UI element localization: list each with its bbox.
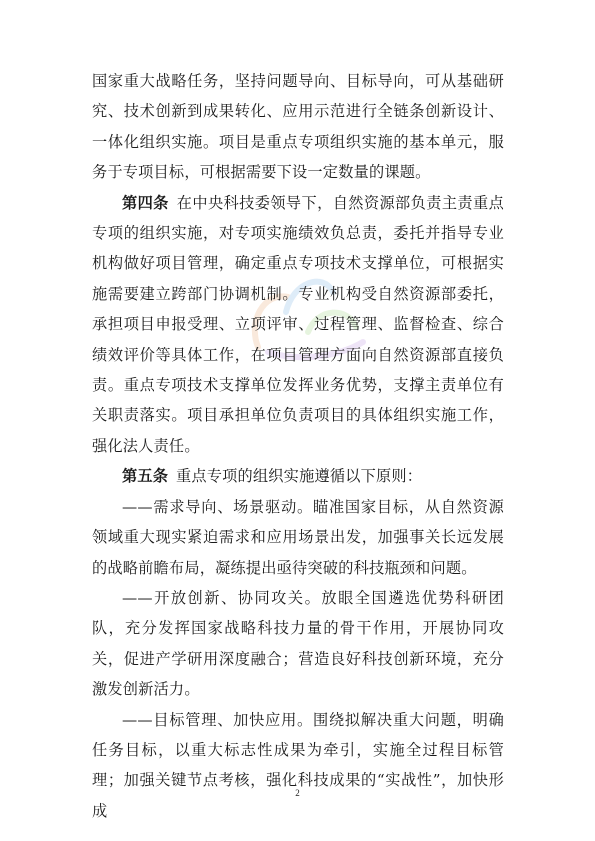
- article-4-body: 在中央科技委领导下，自然资源部负责主责重点专项的组织实施，对专项实施绩效负总责，委托并指导专业机构做好项目管理，确定重点专项技术支撑单位，可根据实施需要建立跨部门协调机制。专业机构受自然资源部委托，承担项目申报受理、立项评审、过程管理、监督检查、综合绩效评价等具体工作，在项目管理方面向自然资源部直接负责。重点专项技术支撑单位发挥业务优势，支撑主责单位有关职责落实。项目承担单位负责项目的具体组织实施工作，强化法人责任。: [92, 193, 504, 455]
- page-number: 2: [295, 788, 300, 798]
- body-text: [92, 66, 504, 826]
- article-4-heading: 第四条: [122, 193, 169, 212]
- article-5-heading: 第五条: [122, 467, 169, 486]
- principle-open-innovation: ——开放创新、协同攻关。放眼全国遴选优势科研团队，充分发挥国家战略科技力量的骨干作用，开展协同攻关，促进产学研用深度融合；营造良好科技创新环境，充分激发创新活力。: [92, 588, 504, 699]
- article-5-body: 重点专项的组织实施遵循以下原则：: [175, 467, 423, 486]
- paragraph-article-4: [92, 188, 504, 462]
- principle-demand-driven: ——需求导向、场景驱动。瞄准国家目标，从自然资源领域重大现实紧迫需求和应用场景出发，加强事关长远发展的战略前瞻布局，凝练提出亟待突破的科技瓶颈和问题。: [92, 497, 504, 577]
- principle-target-management: ——目标管理、加快应用。围绕拟解决重大问题，明确任务目标，以重大标志性成果为牵引，实施全过程目标管理；加强关键节点考核，强化科技成果的“实战性”，加快形成: [92, 710, 504, 820]
- paragraph-article-5: [92, 461, 504, 491]
- paragraph-continuation: 国家重大战略任务，坚持问题导向、目标导向，可从基础研究、技术创新到成果转化、应用示范进行全链条创新设计、一体化组织实施。项目是重点专项组织实施的基本单元，服务于专项目标，可根据需要下设一定数量的课题。: [92, 72, 504, 182]
